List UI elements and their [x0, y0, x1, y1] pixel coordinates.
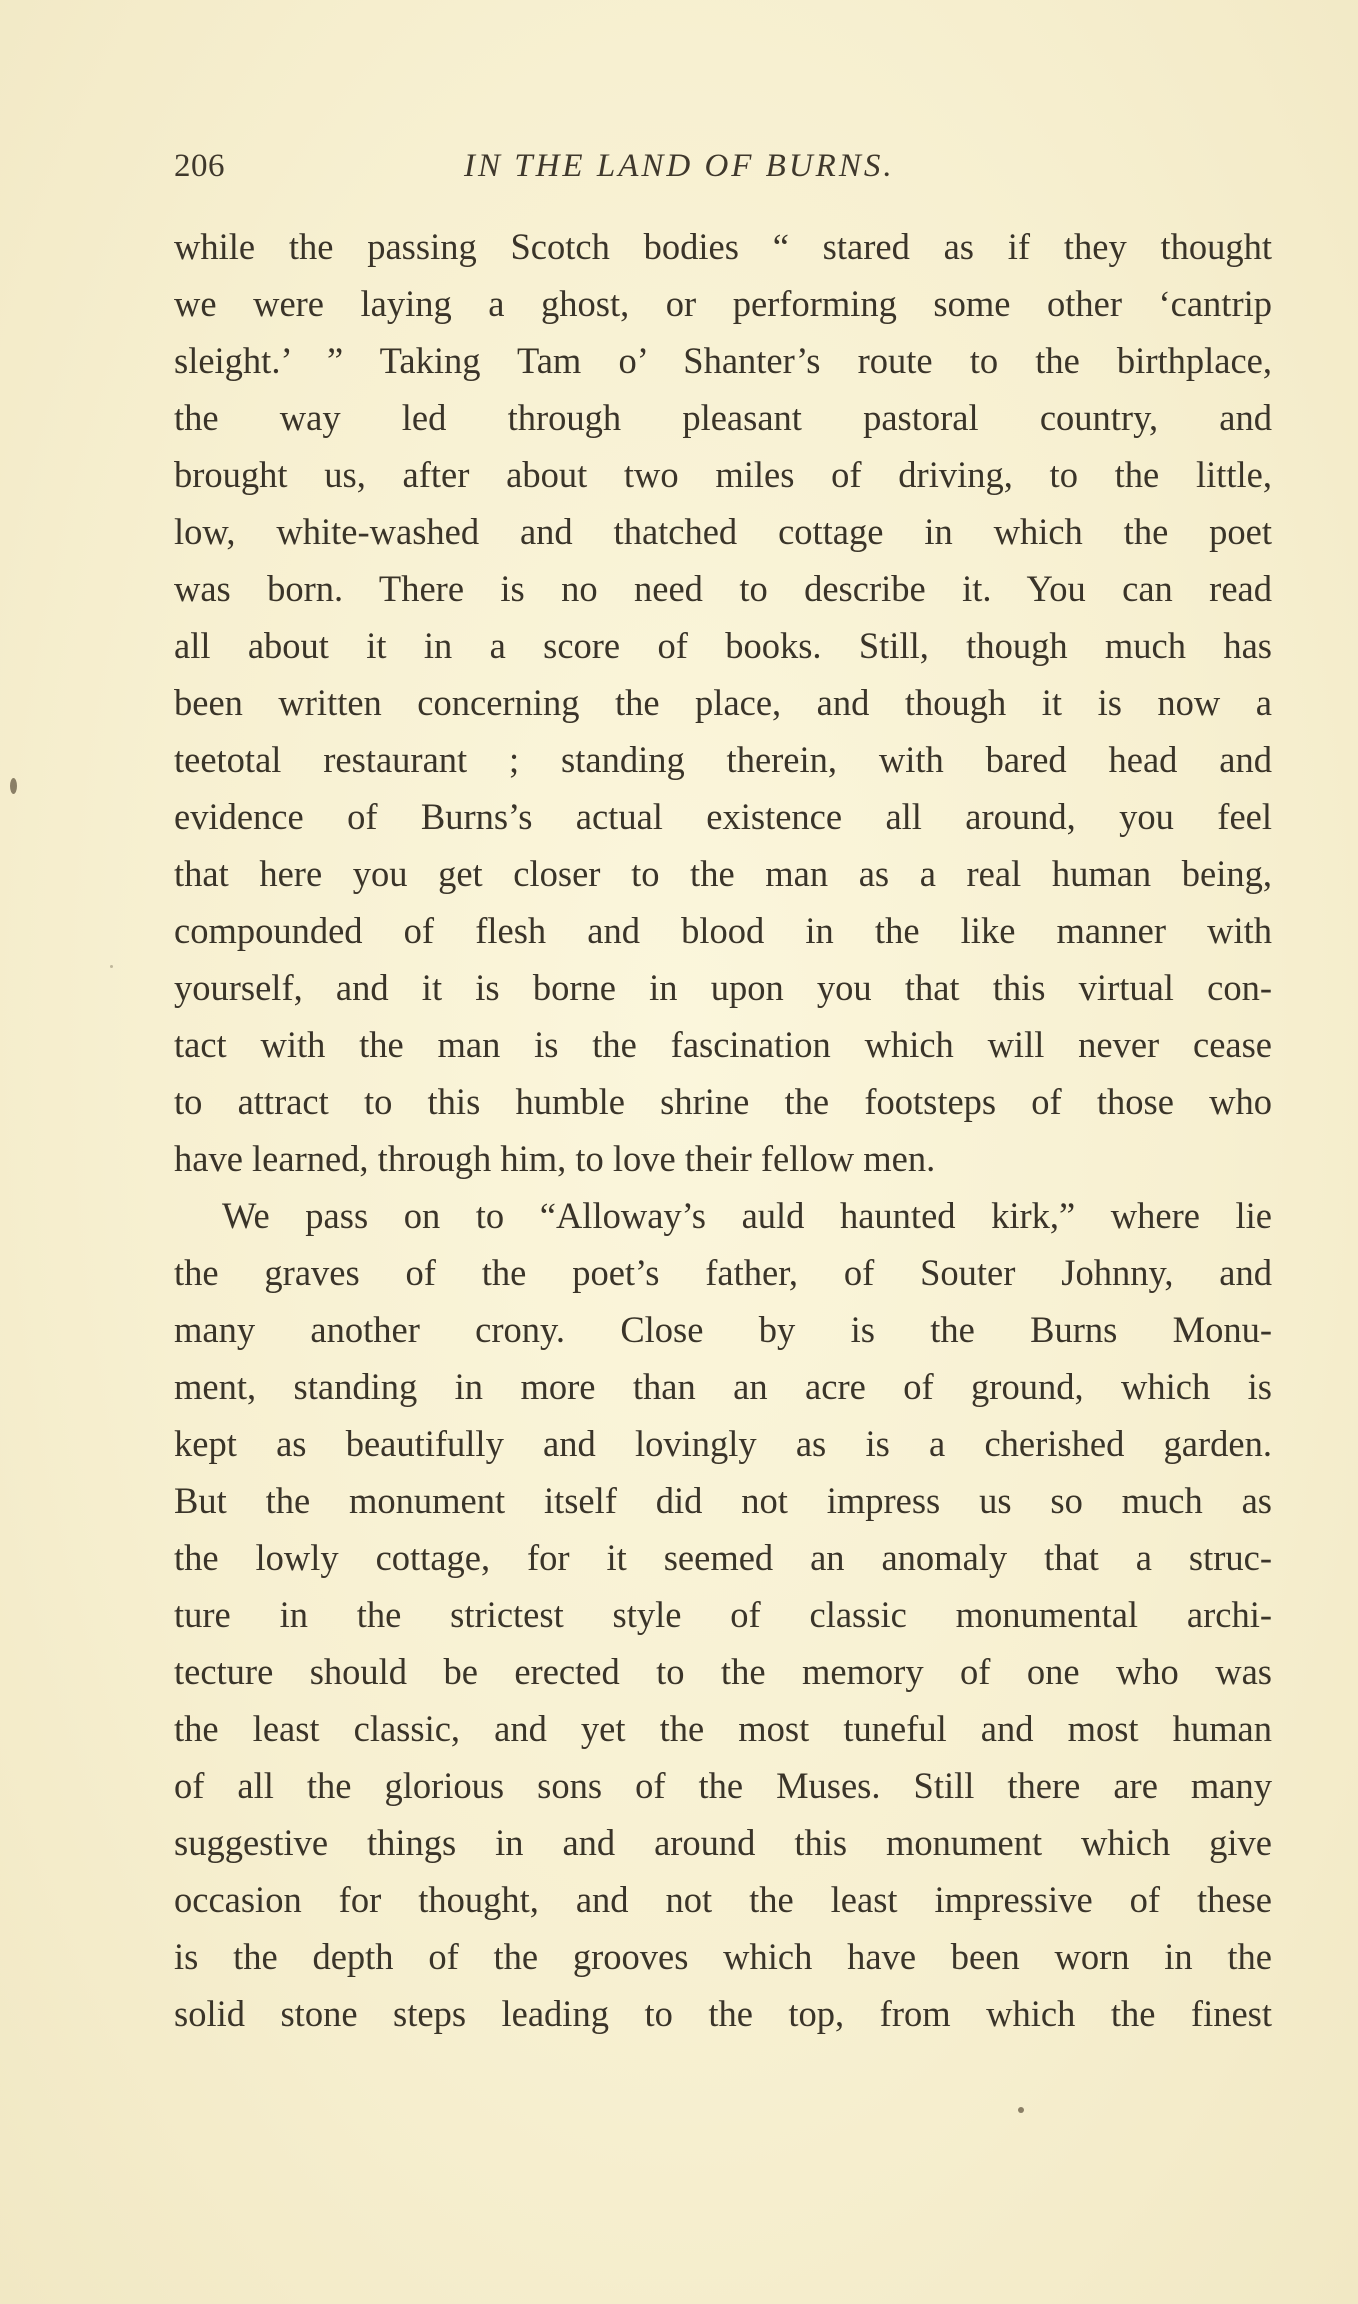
text-line: the lowly cottage, for it seemed an anomaly that a struc-: [174, 1537, 1272, 1578]
text-line: ment, standing in more than an acre of ground, which is: [174, 1366, 1272, 1407]
text-line: all about it in a score of books. Still, though much has: [174, 625, 1272, 666]
paper-speck: [1018, 2107, 1024, 2113]
text-line: to attract to this humble shrine the footsteps of those who: [174, 1081, 1272, 1122]
text-line: many another crony. Close by is the Burns Monu-: [174, 1309, 1272, 1350]
page-number: 206: [174, 148, 225, 184]
text-line: suggestive things in and around this monument which give: [174, 1822, 1272, 1863]
running-head: [174, 148, 1274, 192]
text-line: sleight.’ ” Taking Tam o’ Shanter’s route to the birthplace,: [174, 340, 1272, 381]
text-line: But the monument itself did not impress us so much as: [174, 1480, 1272, 1521]
text-line: while the passing Scotch bodies “ stared as if they thought: [174, 226, 1272, 267]
paragraph-2: [174, 1187, 1272, 2042]
body-text: [174, 218, 1272, 2042]
text-line: brought us, after about two miles of driving, to the little,: [174, 454, 1272, 495]
text-line: ture in the strictest style of classic monumental archi-: [174, 1594, 1272, 1635]
text-line: tecture should be erected to the memory of one who was: [174, 1651, 1272, 1692]
text-line: that here you get closer to the man as a real human being,: [174, 853, 1272, 894]
paper-speck: [10, 778, 17, 794]
text-line: been written concerning the place, and though it is now a: [174, 682, 1272, 723]
text-line: tact with the man is the fascination which will never cease: [174, 1024, 1272, 1065]
running-title: IN THE LAND OF BURNS.: [464, 148, 895, 184]
text-line: kept as beautifully and lovingly as is a cherished garden.: [174, 1423, 1272, 1464]
text-line: was born. There is no need to describe it. You can read: [174, 568, 1272, 609]
text-line: solid stone steps leading to the top, from which the finest: [174, 1993, 1272, 2034]
text-line: we were laying a ghost, or performing some other ‘cantrip: [174, 283, 1272, 324]
text-line: is the depth of the grooves which have been worn in the: [174, 1936, 1272, 1977]
text-line: low, white-washed and thatched cottage in which the poet: [174, 511, 1272, 552]
text-line: of all the glorious sons of the Muses. Still there are many: [174, 1765, 1272, 1806]
paragraph-1: [174, 218, 1272, 1187]
paper-speck: [110, 965, 113, 968]
text-line: evidence of Burns’s actual existence all around, you feel: [174, 796, 1272, 837]
text-line: have learned, through him, to love their fellow men.: [174, 1138, 936, 1179]
text-line: the least classic, and yet the most tuneful and most human: [174, 1708, 1272, 1749]
text-line: occasion for thought, and not the least impressive of these: [174, 1879, 1272, 1920]
text-line: yourself, and it is borne in upon you that this virtual con-: [174, 967, 1272, 1008]
text-line: compounded of flesh and blood in the like manner with: [174, 910, 1272, 951]
text-line: teetotal restaurant ; standing therein, with bared head and: [174, 739, 1272, 780]
text-line: We pass on to “Alloway’s auld haunted kirk,” where lie: [222, 1195, 1272, 1236]
text-line: the graves of the poet’s father, of Souter Johnny, and: [174, 1252, 1272, 1293]
text-line: the way led through pleasant pastoral country, and: [174, 397, 1272, 438]
